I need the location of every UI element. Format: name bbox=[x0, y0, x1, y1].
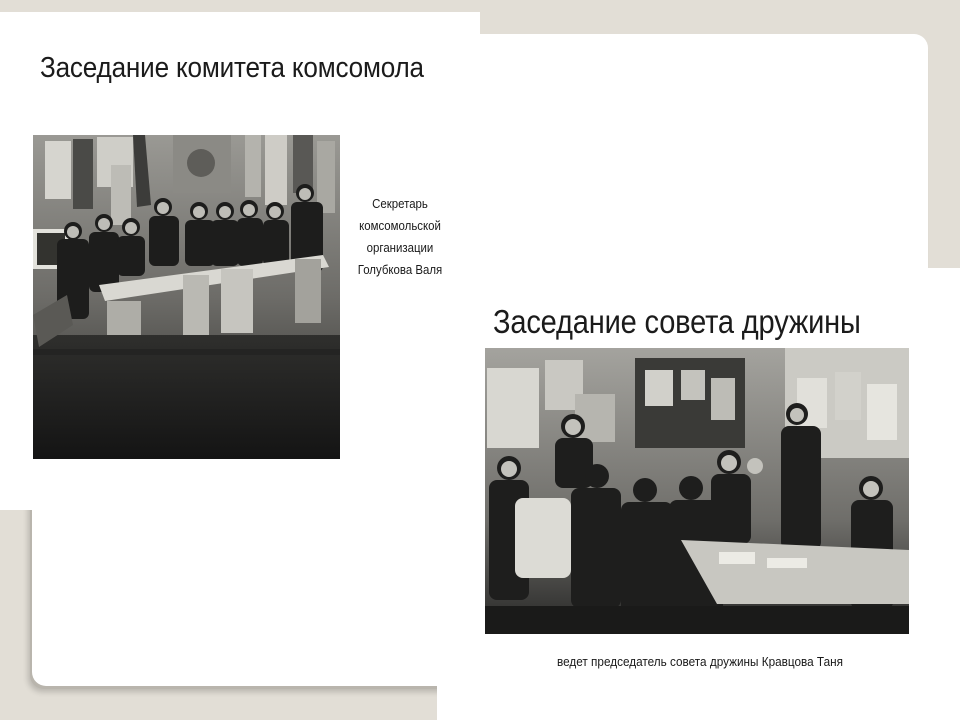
komsomol-committee-photo bbox=[33, 135, 340, 459]
council-meeting-title: Заседание совета дружины bbox=[493, 303, 861, 340]
caption-line: Голубкова Валя bbox=[357, 262, 443, 277]
komsomol-committee-title: Заседание комитета комсомола bbox=[40, 52, 424, 84]
caption-line: комсомольской bbox=[359, 218, 441, 233]
council-meeting-photo bbox=[485, 348, 909, 634]
caption-line: Секретарь bbox=[372, 196, 428, 211]
chairman-caption: ведет председатель совета дружины Кравцова Таня bbox=[557, 655, 843, 669]
caption-line: организации bbox=[366, 240, 434, 255]
secretary-caption bbox=[351, 193, 450, 281]
